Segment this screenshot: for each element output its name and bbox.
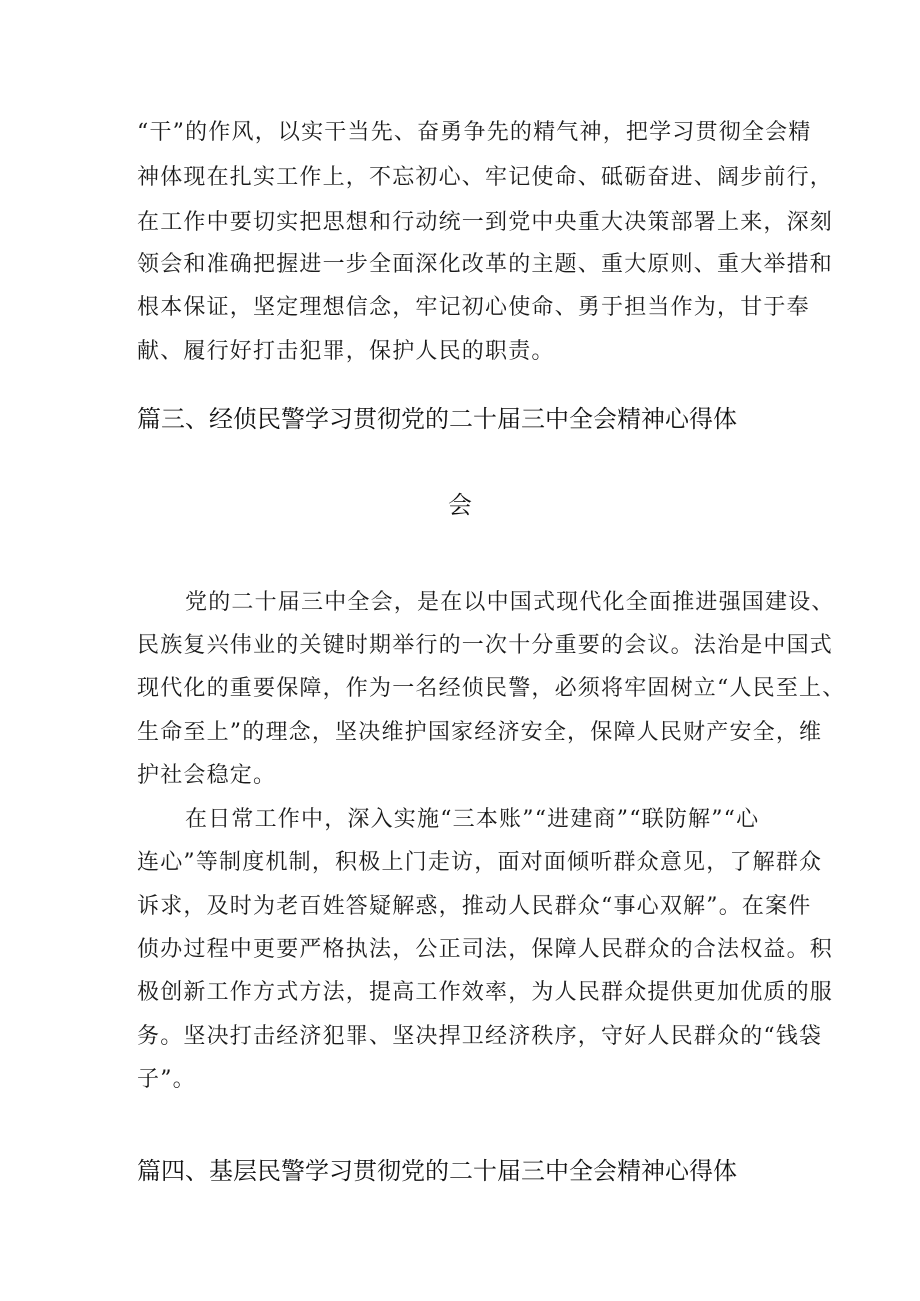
- paragraph-line: 生命至上”的理念，坚决维护国家经济安全，保障人民财产安全，维: [137, 720, 823, 745]
- paragraph-line: 护社会稳定。: [137, 763, 277, 788]
- paragraph-line: 在工作中要切实把思想和行动统一到党中央重大决策部署上来，深刻: [137, 210, 834, 235]
- section-heading: 篇三、经侦民警学习贯彻党的二十届三中全会精神心得体: [137, 405, 737, 433]
- paragraph-line: 子”。: [137, 1067, 196, 1092]
- paragraph-line: 领会和准确把握进一步全面深化改革的主题、重大原则、重大举措和: [137, 252, 834, 277]
- section-heading: 篇四、基层民警学习贯彻党的二十届三中全会精神心得体: [137, 1157, 737, 1185]
- paragraph-line: 神体现在扎实工作上，不忘初心、牢记使命、砥砺奋进、阔步前行，: [137, 165, 834, 190]
- paragraph-line: 极创新工作方式方法，提高工作效率，为人民群众提供更加优质的服: [137, 980, 834, 1005]
- paragraph-line: 党的二十届三中全会，是在以中国式现代化全面推进强国建设、: [185, 590, 835, 615]
- paragraph-line: “干”的作风，以实干当先、奋勇争先的精气神，把学习贯彻全会精: [137, 120, 812, 145]
- paragraph-line: 在日常工作中，深入实施“三本账”“进建商”“联防解”“心: [185, 807, 760, 832]
- paragraph-line: 献、履行好打击犯罪，保护人民的职责。: [137, 339, 555, 364]
- paragraph-line: 侦办过程中更要严格执法，公正司法，保障人民群众的合法权益。积: [137, 937, 834, 962]
- paragraph-line: 诉求，及时为老百姓答疑解惑，推动人民群众“事心双解”。在案件: [137, 894, 812, 919]
- paragraph-line: 务。坚决打击经济犯罪、坚决捍卫经济秩序，守好人民群众的“钱袋: [137, 1024, 823, 1049]
- paragraph-line: 民族复兴伟业的关键时期举行的一次十分重要的会议。法治是中国式: [137, 633, 834, 658]
- paragraph-line: 连心”等制度机制，积极上门走访，面对面倾听群众意见，了解群众: [137, 850, 823, 875]
- paragraph-line: 根本保证，坚定理想信念，牢记初心使命、勇于担当作为，甘于奉: [137, 295, 810, 320]
- section-heading-continuation: 会: [448, 491, 472, 519]
- paragraph-line: 现代化的重要保障，作为一名经侦民警，必须将牢固树立“人民至上、: [137, 676, 846, 701]
